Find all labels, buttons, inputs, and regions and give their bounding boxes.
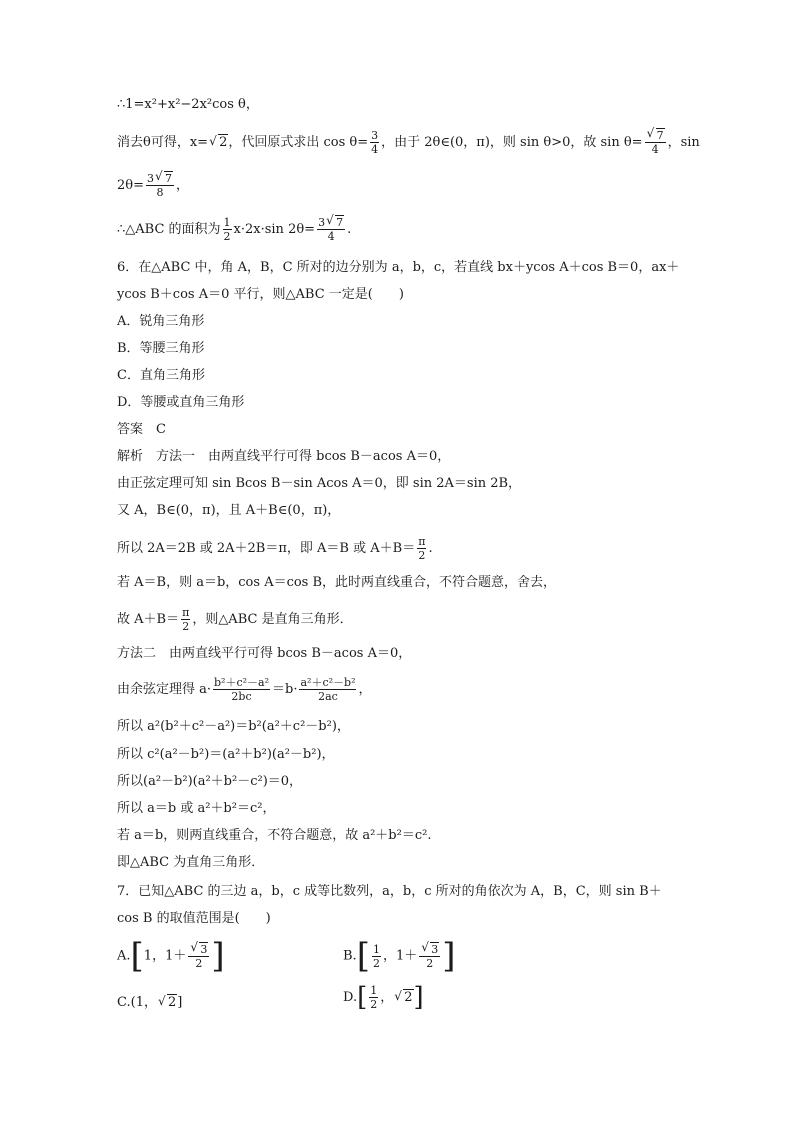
fraction-sqrt7-4: √ $\frac{7}{4}$ [645,130,666,155]
fraction-3-4: $\frac{3}{4}$ [371,129,379,156]
solution-line-3: 又 A，B∈(0，π)，且 A＋B∈(0，π)， [117,503,341,518]
fraction-1-2: $\frac{1}{2}$ [370,984,378,1011]
method-2-line-1: 方法二 由两直线平行可得 bcos B－acos A＝0， [117,646,412,661]
text: (1， [130,995,157,1010]
solution-line-1: 解析 方法一 由两直线平行可得 bcos B－acos A＝0， [117,449,451,464]
option-label: D. [343,990,358,1005]
bracket: [ [357,982,368,1013]
text: 所以 2A＝2B 或 2A＋2B＝π，即 A＝B 或 A＋B＝ [117,541,416,556]
text: 消去θ可得，x= [117,135,209,150]
fraction-cos-a: $\frac{\text{b²＋c²－a²}}{2bc}$ [214,676,270,703]
solution-line-4 [117,536,433,561]
derivation-line-3 [117,173,189,198]
question-6-line-2: ycos B＋cos A＝0 平行，则△ABC 一定是( ) [117,287,404,302]
method-2-line-4: 所以 c²(a²－b²)＝(a²＋b²)(a²－b²)， [117,747,335,762]
answer: 答案 C [117,422,166,437]
bracket: ] [442,936,456,976]
area-line [117,217,351,242]
text: ， [358,682,372,697]
option-c: C．直角三角形 [117,368,205,383]
text: . [347,222,352,237]
option-a: A．锐角三角形 [117,314,205,329]
fraction-1-2: $\frac{1}{2}$ [223,216,231,243]
text: 2θ= [117,178,144,193]
fraction-pi-2: $\frac{\pi}{2}$ [418,535,426,562]
question-7-line-1: 7．已知△ABC 的三边 a，b，c 成等比数列，a，b，c 所对的角依次为 A，B，C，则 sin B＋ [117,884,662,899]
q7-option-d [343,982,424,1013]
method-2-line-6: 所以 a＝b 或 a²＋b²＝c²， [117,801,276,816]
bracket: [ [356,936,370,976]
fraction-pi-2: $\frac{\pi}{2}$ [182,606,190,633]
bracket: [ [130,936,144,976]
q7-option-c [117,994,182,1012]
text: ，代回原式求出 cos θ= [228,135,369,150]
sqrt-2: √ 2 [158,994,177,1012]
text: . [428,541,433,556]
bracket: ] [413,982,424,1013]
method-2-line-3: 所以 a²(b²＋c²－a²)＝b²(a²＋c²－b²)， [117,719,350,734]
q7-option-a [117,936,225,976]
fraction-3sqrt7-8: $\frac{3√ 7}{8}$ [146,173,174,198]
derivation-line-2 [117,130,700,155]
method-2-line-7: 若 a＝b，则两直线重合，不符合题意，故 a²＋b²＝c². [117,828,432,843]
text: ∴△ABC 的面积为 [117,222,221,237]
text: 故 A＋B＝ [117,612,180,627]
text: ，sin [667,135,700,150]
text: ] [177,995,183,1010]
fraction-cos-b: $\frac{\text{a²＋c²－b²}}{2ac}$ [300,676,356,703]
fraction-3sqrt7-4: $\frac{3√ 7}{4}$ [317,217,345,242]
text: ，1＋ [382,948,418,964]
text: 1＋ [165,948,187,964]
method-2-line-8: 即△ABC 为直角三角形． [117,855,265,870]
solution-line-5: 若 A＝B，则 a＝b，cos A＝cos B，此时两直线重合，不符合题意，舍去， [117,575,557,590]
text: ， [176,178,190,193]
fraction-1-2: $\frac{1}{2}$ [372,942,380,970]
text: ，则△ABC 是直角三角形． [192,612,353,627]
sqrt-2: √ 2 [209,134,228,152]
option-label: B. [343,948,357,964]
sqrt-2: √ 2 [394,989,413,1007]
text: x·2x·sin 2θ= [233,222,316,237]
fraction-sqrt3-2: √ $\frac{3}{2}$ [419,944,440,969]
text: ＝b· [272,682,298,697]
question-7-line-2: cos B 的取值范围是( ) [117,911,271,926]
text: 1， [143,948,166,964]
text: 由余弦定理得 a· [117,682,212,697]
option-label: A. [117,948,131,964]
solution-line-6 [117,607,353,632]
solution-line-2: 由正弦定理可知 sin Bcos B－sin Acos A＝0，即 sin 2A＝sin 2B， [117,476,522,491]
derivation-line-1: ∴1=x²+x²−2x²cos θ， [117,97,259,112]
option-d: D．等腰或直角三角形 [117,395,245,410]
method-2-line-5: 所以(a²－b²)(a²＋b²－c²)＝0， [117,774,303,789]
fraction-sqrt3-2: √ $\frac{3}{2}$ [188,944,209,969]
text: ， [380,990,394,1005]
option-label: C. [117,995,131,1010]
question-6-line-1: 6．在△ABC 中，角 A，B，C 所对的边分别为 a，b，c，若直线 bx＋ycos A＋cos B＝0，ax＋ [117,260,680,275]
text: ，由于 2θ∈(0，π)，则 sin θ>0，故 sin θ= [381,135,643,150]
q7-option-b [343,936,456,976]
method-2-line-2 [117,677,372,702]
bracket: ] [211,936,225,976]
option-b: B．等腰三角形 [117,341,205,356]
